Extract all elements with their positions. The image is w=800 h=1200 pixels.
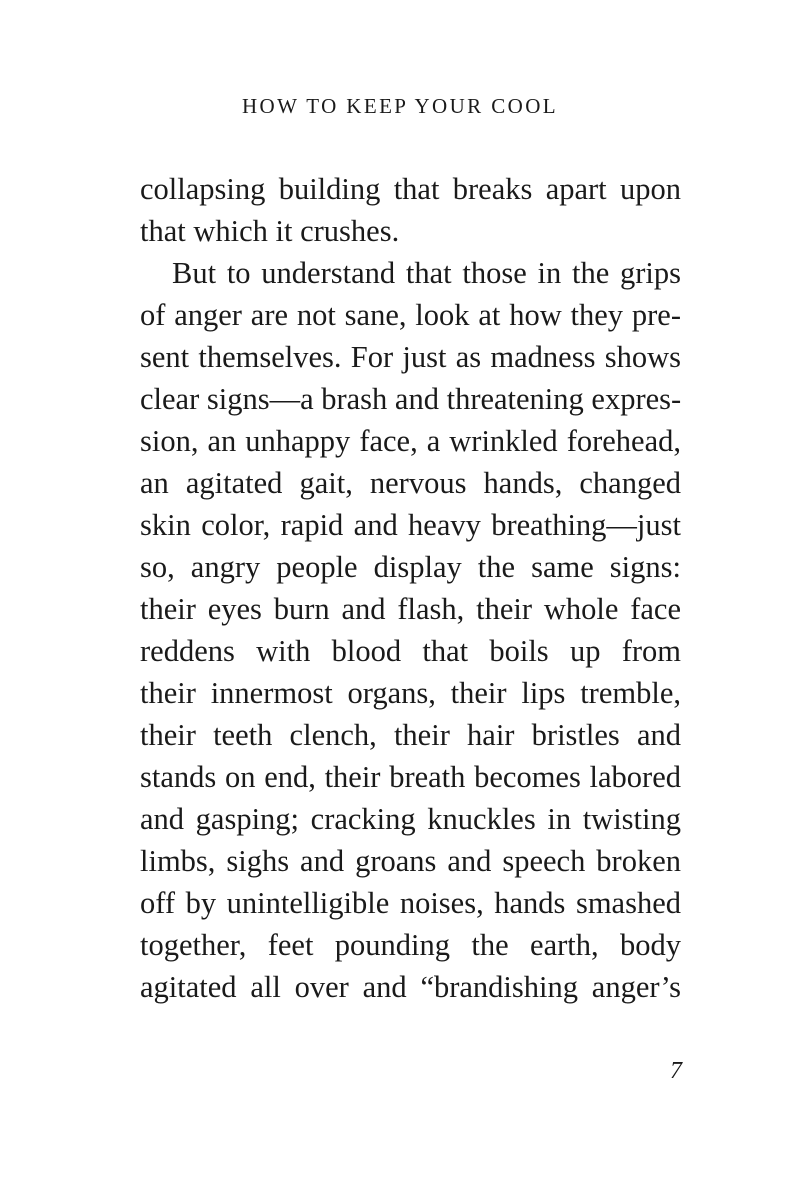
paragraph <box>140 252 681 1008</box>
text-line: skin color, rapid and heavy breathing—just <box>140 508 681 542</box>
running-head: HOW TO KEEP YOUR COOL <box>241 94 559 118</box>
text-line: and gasping; cracking knuckles in twisting <box>140 802 681 836</box>
text-line: stands on end, their breath becomes labored <box>140 760 681 794</box>
text-line: sent themselves. For just as madness shows <box>140 340 681 374</box>
page-number: 7 <box>670 1058 682 1084</box>
text-line: clear signs—a brash and threatening expres- <box>140 382 682 416</box>
text-line: agitated all over and “brandishing anger’s <box>140 970 681 1004</box>
text-line: collapsing building that breaks apart upon <box>140 172 681 206</box>
text-line: their innermost organs, their lips tremble, <box>140 676 681 710</box>
text-line: that which it crushes. <box>140 214 400 248</box>
text-line: an agitated gait, nervous hands, changed <box>140 466 681 500</box>
text-line: so, angry people display the same signs: <box>140 550 681 584</box>
text-line: of anger are not sane, look at how they pre- <box>140 298 681 332</box>
text-line: together, feet pounding the earth, body <box>140 928 681 962</box>
text-line: limbs, sighs and groans and speech broken <box>140 844 681 878</box>
text-line: sion, an unhappy face, a wrinkled forehead, <box>140 424 681 458</box>
paragraph <box>140 168 681 252</box>
text-line: their eyes burn and flash, their whole face <box>140 592 681 626</box>
body-text <box>140 168 681 1008</box>
text-line: reddens with blood that boils up from <box>140 634 681 668</box>
text-line: But to understand that those in the grips <box>172 256 681 290</box>
text-line: off by unintelligible noises, hands smashed <box>140 886 681 920</box>
text-line: their teeth clench, their hair bristles and <box>140 718 681 752</box>
